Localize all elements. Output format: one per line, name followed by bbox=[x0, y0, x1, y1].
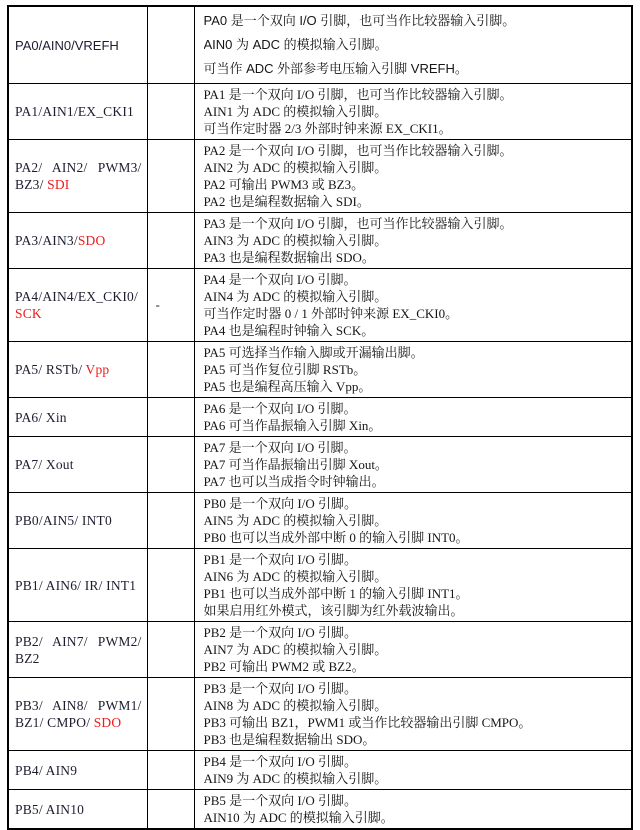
description-line: PB2 是一个双向 I/O 引脚。 bbox=[203, 625, 357, 640]
description-line: AIN6 为 ADC 的模拟输入引脚。 bbox=[203, 569, 388, 584]
table-body bbox=[8, 6, 632, 829]
description-line: PA3 是一个双向 I/O 引脚，也可当作比较器输入引脚。 bbox=[203, 216, 513, 231]
description-line: PA6 可当作晶振输入引脚 Xin。 bbox=[203, 418, 382, 433]
type-cell bbox=[147, 6, 194, 84]
description-line: 可当作定时器 2/3 外部时钟来源 EX_CKI1。 bbox=[203, 121, 452, 136]
pin-name-red-segment: SCK bbox=[15, 306, 42, 321]
pin-description-cell bbox=[194, 437, 632, 493]
pin-description-cell bbox=[194, 751, 632, 790]
description-line: PA2 可输出 PWM3 或 BZ3。 bbox=[203, 177, 365, 192]
pin-name-segment: PB3/ AIN8/ PWM1/ BZ1/ CMPO/ bbox=[15, 698, 142, 730]
type-cell bbox=[147, 437, 194, 493]
pin-description-cell bbox=[194, 213, 632, 269]
pin-row bbox=[8, 140, 632, 213]
document-page bbox=[7, 5, 633, 830]
description-line: PA7 也可以当成指令时钟输出。 bbox=[203, 474, 385, 489]
description-line: PB3 是一个双向 I/O 引脚。 bbox=[203, 681, 357, 696]
pin-name-segment: PB2/ AIN7/ PWM2/ BZ2 bbox=[15, 633, 142, 666]
pin-row bbox=[8, 437, 632, 493]
pin-name-segment: PA3/AIN3/ bbox=[15, 233, 78, 248]
pin-row bbox=[8, 6, 632, 84]
type-cell bbox=[147, 213, 194, 269]
pin-name-cell bbox=[8, 140, 147, 213]
description-line: AIN10 为 ADC 的模拟输入引脚。 bbox=[203, 810, 394, 825]
pin-description-cell bbox=[194, 6, 632, 84]
type-cell bbox=[147, 790, 194, 830]
pin-description-table bbox=[7, 5, 633, 830]
description-line: PA2 也是编程数据输入 SDI。 bbox=[203, 194, 370, 209]
pin-description-cell bbox=[194, 678, 632, 751]
pin-row bbox=[8, 622, 632, 678]
pin-name-segment: PB5/ AIN10 bbox=[15, 801, 85, 817]
pin-name-segment: PA5/ RSTb/ bbox=[15, 362, 86, 377]
pin-name-cell bbox=[8, 398, 147, 437]
pin-description-cell bbox=[194, 549, 632, 622]
type-cell bbox=[147, 549, 194, 622]
pin-name-cell bbox=[8, 493, 147, 549]
pin-name-cell bbox=[8, 622, 147, 678]
description-line: AIN3 为 ADC 的模拟输入引脚。 bbox=[203, 233, 388, 248]
description-line: PB3 可输出 BZ1，PWM1 或当作比较器输出引脚 CMPO。 bbox=[203, 715, 532, 730]
pin-row bbox=[8, 342, 632, 398]
description-line: AIN9 为 ADC 的模拟输入引脚。 bbox=[203, 771, 388, 786]
pin-description-cell bbox=[194, 622, 632, 678]
pin-description-cell bbox=[194, 140, 632, 213]
description-line: AIN1 为 ADC 的模拟输入引脚。 bbox=[203, 104, 388, 119]
pin-name-cell bbox=[8, 549, 147, 622]
type-cell bbox=[147, 84, 194, 140]
type-cell bbox=[147, 342, 194, 398]
description-line: 如果启用红外模式，该引脚为红外载波输出。 bbox=[203, 603, 464, 618]
description-line: PB5 是一个双向 I/O 引脚。 bbox=[203, 793, 357, 808]
description-line: PB1 也可以当成外部中断 1 的输入引脚 INT1。 bbox=[203, 586, 469, 601]
type-cell bbox=[147, 398, 194, 437]
pin-name-segment: PA6/ Xin bbox=[15, 409, 67, 425]
description-line: 可当作 ADC 外部参考电压输入引脚 VREFH。 bbox=[203, 61, 468, 76]
description-line: PA2 是一个双向 I/O 引脚，也可当作比较器输入引脚。 bbox=[203, 143, 513, 158]
description-line: PA3 也是编程数据输出 SDO。 bbox=[203, 250, 375, 265]
pin-row bbox=[8, 790, 632, 830]
pin-row bbox=[8, 493, 632, 549]
type-cell bbox=[147, 678, 194, 751]
description-line: PA5 也是编程高压输入 Vpp。 bbox=[203, 379, 372, 394]
description-line: PA4 是一个双向 I/O 引脚。 bbox=[203, 272, 357, 287]
description-line: PB4 是一个双向 I/O 引脚。 bbox=[203, 754, 357, 769]
pin-row bbox=[8, 398, 632, 437]
type-cell bbox=[147, 493, 194, 549]
pin-description-cell bbox=[194, 493, 632, 549]
description-line: PA0 是一个双向 I/O 引脚，也可当作比较器输入引脚。 bbox=[203, 13, 516, 28]
pin-description-cell bbox=[194, 398, 632, 437]
pin-name-segment: PB4/ AIN9 bbox=[15, 762, 78, 778]
description-line: PB2 可输出 PWM2 或 BZ2。 bbox=[203, 659, 365, 674]
pin-name-red-segment: SDO bbox=[77, 233, 106, 248]
type-cell bbox=[147, 751, 194, 790]
pin-name-cell bbox=[8, 751, 147, 790]
pin-name-red-segment: Vpp bbox=[85, 362, 110, 377]
pin-description-cell bbox=[194, 84, 632, 140]
description-line: AIN0 为 ADC 的模拟输入引脚。 bbox=[203, 37, 388, 52]
description-line: AIN7 为 ADC 的模拟输入引脚。 bbox=[203, 642, 388, 657]
pin-row bbox=[8, 84, 632, 140]
description-line: PA1 是一个双向 I/O 引脚，也可当作比较器输入引脚。 bbox=[203, 87, 513, 102]
pin-name-segment: PA7/ Xout bbox=[15, 457, 74, 472]
pin-name-cell bbox=[8, 342, 147, 398]
pin-description-cell bbox=[194, 269, 632, 342]
description-line: PA7 可当作晶振输出引脚 Xout。 bbox=[203, 457, 388, 472]
pin-description-cell bbox=[194, 790, 632, 830]
type-cell bbox=[147, 140, 194, 213]
description-line: AIN5 为 ADC 的模拟输入引脚。 bbox=[203, 513, 388, 528]
pin-name-cell bbox=[8, 437, 147, 493]
description-line: 可当作定时器 0 / 1 外部时钟来源 EX_CKI0。 bbox=[203, 306, 459, 321]
pin-name-red-segment: SDI bbox=[47, 177, 70, 192]
pin-row bbox=[8, 751, 632, 790]
pin-name-cell bbox=[8, 678, 147, 751]
pin-name-segment: PB1/ AIN6/ IR/ INT1 bbox=[15, 577, 137, 593]
pin-name-segment: PA0/AIN0/VREFH bbox=[15, 37, 119, 53]
description-line: PA5 可当作复位引脚 RSTb。 bbox=[203, 362, 367, 377]
pin-name-cell bbox=[8, 790, 147, 830]
description-line: PA6 是一个双向 I/O 引脚。 bbox=[203, 401, 357, 416]
description-line: AIN2 为 ADC 的模拟输入引脚。 bbox=[203, 160, 388, 175]
description-line: PB3 也是编程数据输出 SDO。 bbox=[203, 732, 376, 747]
pin-name-cell bbox=[8, 84, 147, 140]
pin-name-cell bbox=[8, 269, 147, 342]
description-line: PB0 也可以当成外部中断 0 的输入引脚 INT0。 bbox=[203, 530, 469, 545]
pin-name-cell bbox=[8, 6, 147, 84]
description-line: PA7 是一个双向 I/O 引脚。 bbox=[203, 440, 357, 455]
description-line: PB1 是一个双向 I/O 引脚。 bbox=[203, 552, 357, 567]
pin-row bbox=[8, 549, 632, 622]
description-line: PA5 可选择当作输入脚或开漏输出脚。 bbox=[203, 345, 424, 360]
description-line: AIN4 为 ADC 的模拟输入引脚。 bbox=[203, 289, 388, 304]
type-cell: - bbox=[147, 269, 194, 342]
pin-name-segment: PB0/AIN5/ INT0 bbox=[15, 513, 112, 528]
pin-description-cell bbox=[194, 342, 632, 398]
pin-row bbox=[8, 678, 632, 751]
pin-row bbox=[8, 269, 632, 342]
pin-name-segment: PA2/ AIN2/ PWM3/ BZ3/ bbox=[15, 160, 142, 192]
pin-name-segment: PA1/AIN1/EX_CKI1 bbox=[15, 104, 134, 119]
pin-name-segment: PA4/AIN4/EX_CKI0/ bbox=[15, 289, 138, 304]
description-line: PA4 也是编程时钟输入 SCK。 bbox=[203, 323, 375, 338]
pin-name-cell bbox=[8, 213, 147, 269]
pin-name-red-segment: SDO bbox=[93, 715, 122, 730]
description-line: AIN8 为 ADC 的模拟输入引脚。 bbox=[203, 698, 388, 713]
type-cell bbox=[147, 622, 194, 678]
pin-row bbox=[8, 213, 632, 269]
description-line: PB0 是一个双向 I/O 引脚。 bbox=[203, 496, 357, 511]
